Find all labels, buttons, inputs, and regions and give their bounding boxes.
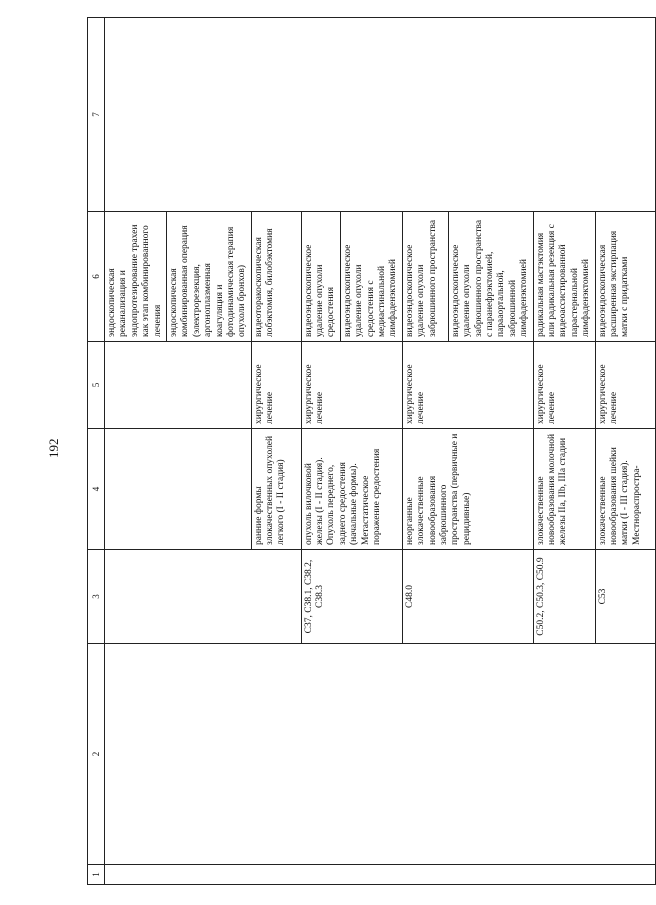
cell-method: эндоскопическая реканализация и эндопротезирование трахеи как этап комбинированного лечения: [105, 212, 167, 342]
header-col-6: 6: [88, 212, 105, 342]
header-col-7: 7: [88, 18, 105, 212]
cell-diagnosis: злокачественные новообразования шейки матки (I - III стадия). Местнораспростра-: [595, 429, 655, 550]
table-row: [105, 18, 167, 885]
cell-codes-empty: [105, 550, 302, 644]
header-col-4: 4: [88, 429, 105, 550]
cell-diagnosis: ранние формы злокачественных опухолей легкого (I - II стадия): [251, 429, 301, 550]
cell-method: эндоскопическая комбинированная операция (электрорезекция, аргоноплазменная коагуляция и фотодинамическая терапия опухоли бронхов): [166, 212, 251, 342]
cell-treatment-empty: [105, 342, 252, 429]
cell-method: видеоэндоскопическая расширенная экстирпация матки с придатками: [595, 212, 655, 342]
header-col-3: 3: [88, 550, 105, 644]
header-col-1: 1: [88, 865, 105, 885]
cell-method: видеоэндоскопическое удаление опухоли средостения: [301, 212, 340, 342]
header-col-2: 2: [88, 644, 105, 865]
header-col-5: 5: [88, 342, 105, 429]
cell-treatment: хирургическое лечение: [533, 342, 595, 429]
cell-codes: C37, C38.1, C38.2, C38.3: [301, 550, 402, 644]
col7-spacer: [105, 18, 656, 212]
cell-method: видеоторакоскопическая лобэктомия, билобэктомия: [251, 212, 301, 342]
rotated-page-area: [87, 18, 642, 885]
cell-codes: C48.0: [402, 550, 533, 644]
procedures-table: [87, 17, 656, 885]
col2-spacer: [105, 644, 656, 865]
cell-treatment: хирургическое лечение: [402, 342, 533, 429]
cell-treatment: хирургическое лечение: [251, 342, 301, 429]
table-header-row: [88, 18, 105, 885]
page-number: 192: [46, 438, 61, 458]
cell-codes: C53: [595, 550, 655, 644]
cell-treatment: хирургическое лечение: [301, 342, 402, 429]
cell-method: видеоэндоскопическое удаление опухоли забрюшинного пространства с паранефрэктомией, парааортальной, забрюшинной лимфаденэктомией: [448, 212, 533, 342]
cell-codes: C50.2, C50.3, C50.9: [533, 550, 595, 644]
cell-treatment: хирургическое лечение: [595, 342, 655, 429]
cell-diagnosis: опухоль вилочковой железы (I - II стадия). Опухоль переднего, заднего средостения (начальные формы). Метастатическое поражение средостения: [301, 429, 402, 550]
cell-diagnosis: злокачественные новообразования молочной железы IIa, IIb, IIIa стадии: [533, 429, 595, 550]
cell-diagnosis-empty: [105, 429, 252, 550]
cell-method: видеоэндоскопическое удаление опухоли забрюшинного пространства: [402, 212, 448, 342]
cell-diagnosis: неорганные злокачественные новообразования забрюшинного пространства (первичные и рецидивные): [402, 429, 533, 550]
col1-spacer: [105, 865, 656, 885]
cell-method: видеоэндоскопическое удаление опухоли средостения с медиастинальной лимфаденэктомией: [340, 212, 402, 342]
cell-method: радикальная мастэктомия или радикальная резекция с видеоассистированной парастернальной лимфаденэктомией: [533, 212, 595, 342]
